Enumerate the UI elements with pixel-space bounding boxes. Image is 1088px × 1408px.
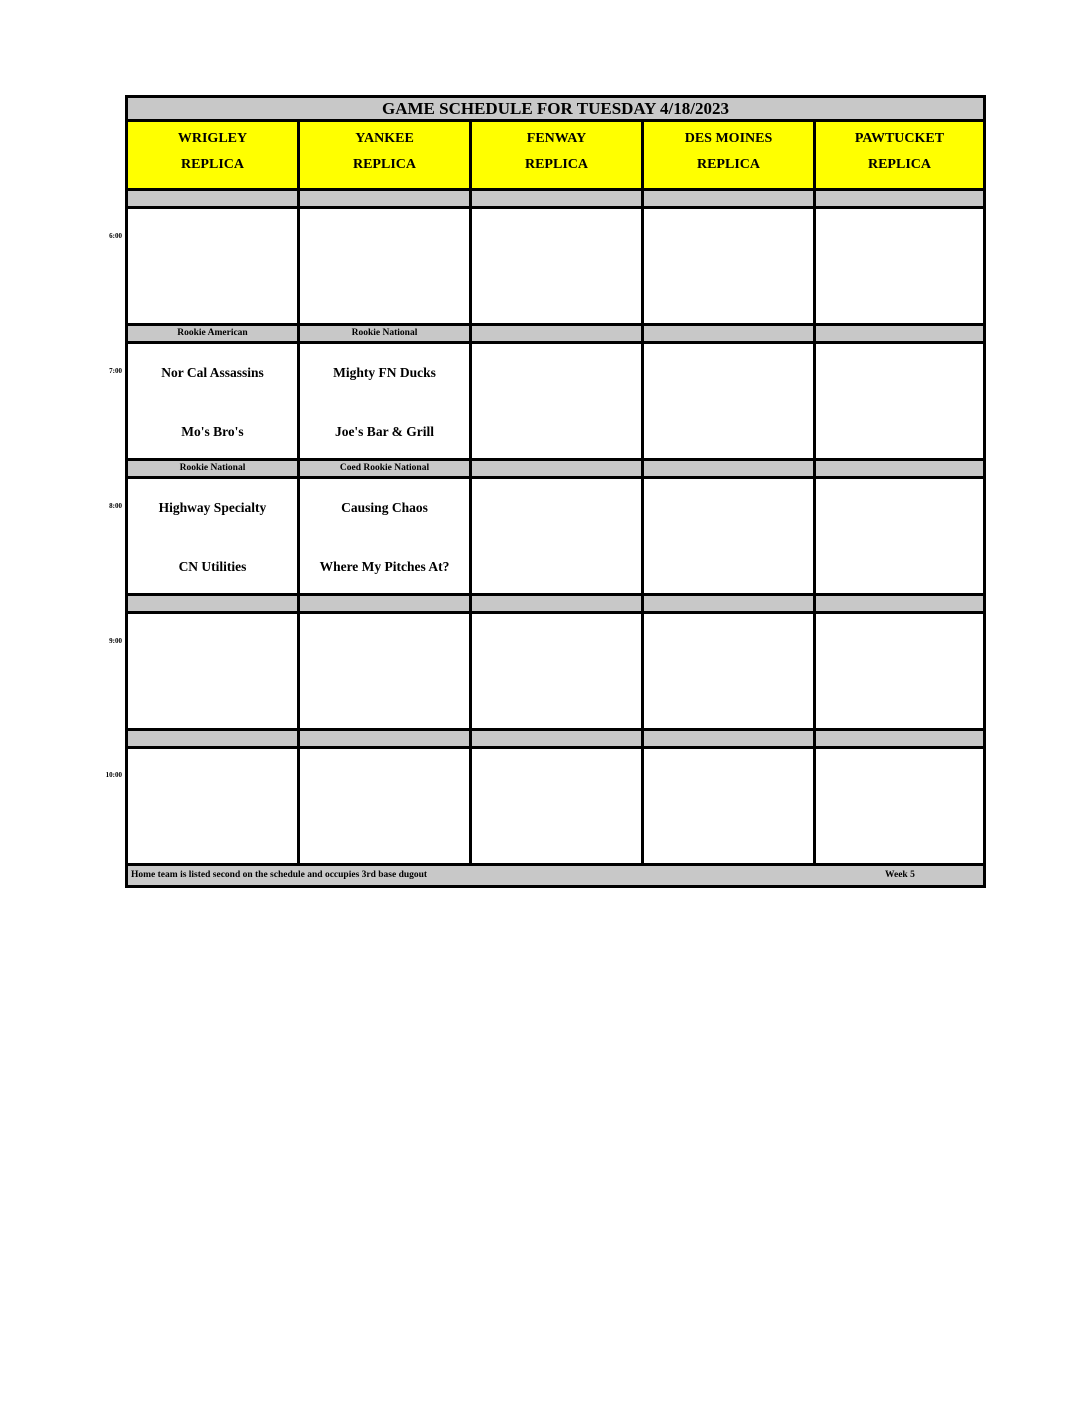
division-label — [472, 731, 644, 749]
division-label — [128, 596, 300, 614]
division-label: Rookie American — [128, 326, 300, 344]
schedule-footer — [128, 866, 983, 885]
home-team: Where My Pitches At? — [319, 559, 450, 574]
game-cell — [472, 749, 644, 866]
game-cell — [472, 344, 644, 461]
schedule-title: GAME SCHEDULE FOR TUESDAY 4/18/2023 — [128, 98, 983, 122]
game-cell — [300, 209, 472, 326]
game-cell — [644, 209, 816, 326]
game-cell — [128, 479, 300, 596]
field-name: DES MOINES — [684, 131, 773, 146]
field-header-0 — [128, 122, 300, 191]
game-cell — [128, 344, 300, 461]
time-slot-label: 9:00 — [109, 637, 122, 645]
field-type: REPLICA — [352, 157, 416, 172]
division-label — [472, 191, 644, 209]
field-type: REPLICA — [696, 157, 760, 172]
game-cell — [816, 344, 983, 461]
field-name: WRIGLEY — [177, 131, 248, 146]
division-label — [644, 191, 816, 209]
visiting-team: Nor Cal Assassins — [161, 365, 264, 380]
field-header-1 — [300, 122, 472, 191]
field-type: REPLICA — [180, 157, 244, 172]
game-cell — [816, 614, 983, 731]
home-team: CN Utilities — [178, 559, 247, 574]
game-cell — [472, 479, 644, 596]
game-cell — [472, 209, 644, 326]
field-name: YANKEE — [355, 131, 414, 146]
game-cell — [816, 749, 983, 866]
division-label — [300, 731, 472, 749]
game-cell — [816, 209, 983, 326]
time-slot-label: 6:00 — [109, 232, 122, 240]
division-label — [472, 326, 644, 344]
division-label — [644, 461, 816, 479]
week-label: Week 5 — [885, 870, 915, 880]
game-cell — [128, 614, 300, 731]
game-cell — [300, 344, 472, 461]
division-label — [300, 191, 472, 209]
game-cell — [644, 344, 816, 461]
field-header-3 — [644, 122, 816, 191]
game-cell — [128, 209, 300, 326]
division-label — [816, 326, 983, 344]
home-team: Joe's Bar & Grill — [334, 424, 435, 439]
division-label — [644, 326, 816, 344]
time-slot-label: 10:00 — [105, 771, 122, 779]
game-cell — [472, 614, 644, 731]
division-label — [128, 191, 300, 209]
visiting-team: Highway Specialty — [158, 500, 267, 515]
division-label — [816, 596, 983, 614]
division-label — [816, 731, 983, 749]
division-label — [472, 461, 644, 479]
game-cell — [644, 614, 816, 731]
visiting-team: Causing Chaos — [341, 500, 428, 515]
division-label — [816, 461, 983, 479]
game-cell — [300, 749, 472, 866]
division-label: Rookie National — [300, 326, 472, 344]
game-cell — [644, 749, 816, 866]
game-cell — [300, 614, 472, 731]
division-label: Coed Rookie National — [300, 461, 472, 479]
field-name: FENWAY — [526, 131, 587, 146]
division-label — [300, 596, 472, 614]
game-cell — [816, 479, 983, 596]
division-label — [472, 596, 644, 614]
field-type: REPLICA — [867, 157, 931, 172]
game-cell — [644, 479, 816, 596]
schedule-sheet — [125, 95, 986, 888]
game-cell — [128, 749, 300, 866]
visiting-team: Mighty FN Ducks — [333, 365, 436, 380]
field-header-4 — [816, 122, 983, 191]
field-name: PAWTUCKET — [854, 131, 945, 146]
field-type: REPLICA — [524, 157, 588, 172]
home-team: Mo's Bro's — [181, 424, 244, 439]
time-slot-label: 8:00 — [109, 502, 122, 510]
division-label — [816, 191, 983, 209]
division-label — [644, 596, 816, 614]
time-slot-label: 7:00 — [109, 367, 122, 375]
division-label: Rookie National — [128, 461, 300, 479]
footer-note: Home team is listed second on the schedule and occupies 3rd base dugout — [131, 870, 428, 880]
game-cell — [300, 479, 472, 596]
field-header-2 — [472, 122, 644, 191]
division-label — [644, 731, 816, 749]
division-label — [128, 731, 300, 749]
